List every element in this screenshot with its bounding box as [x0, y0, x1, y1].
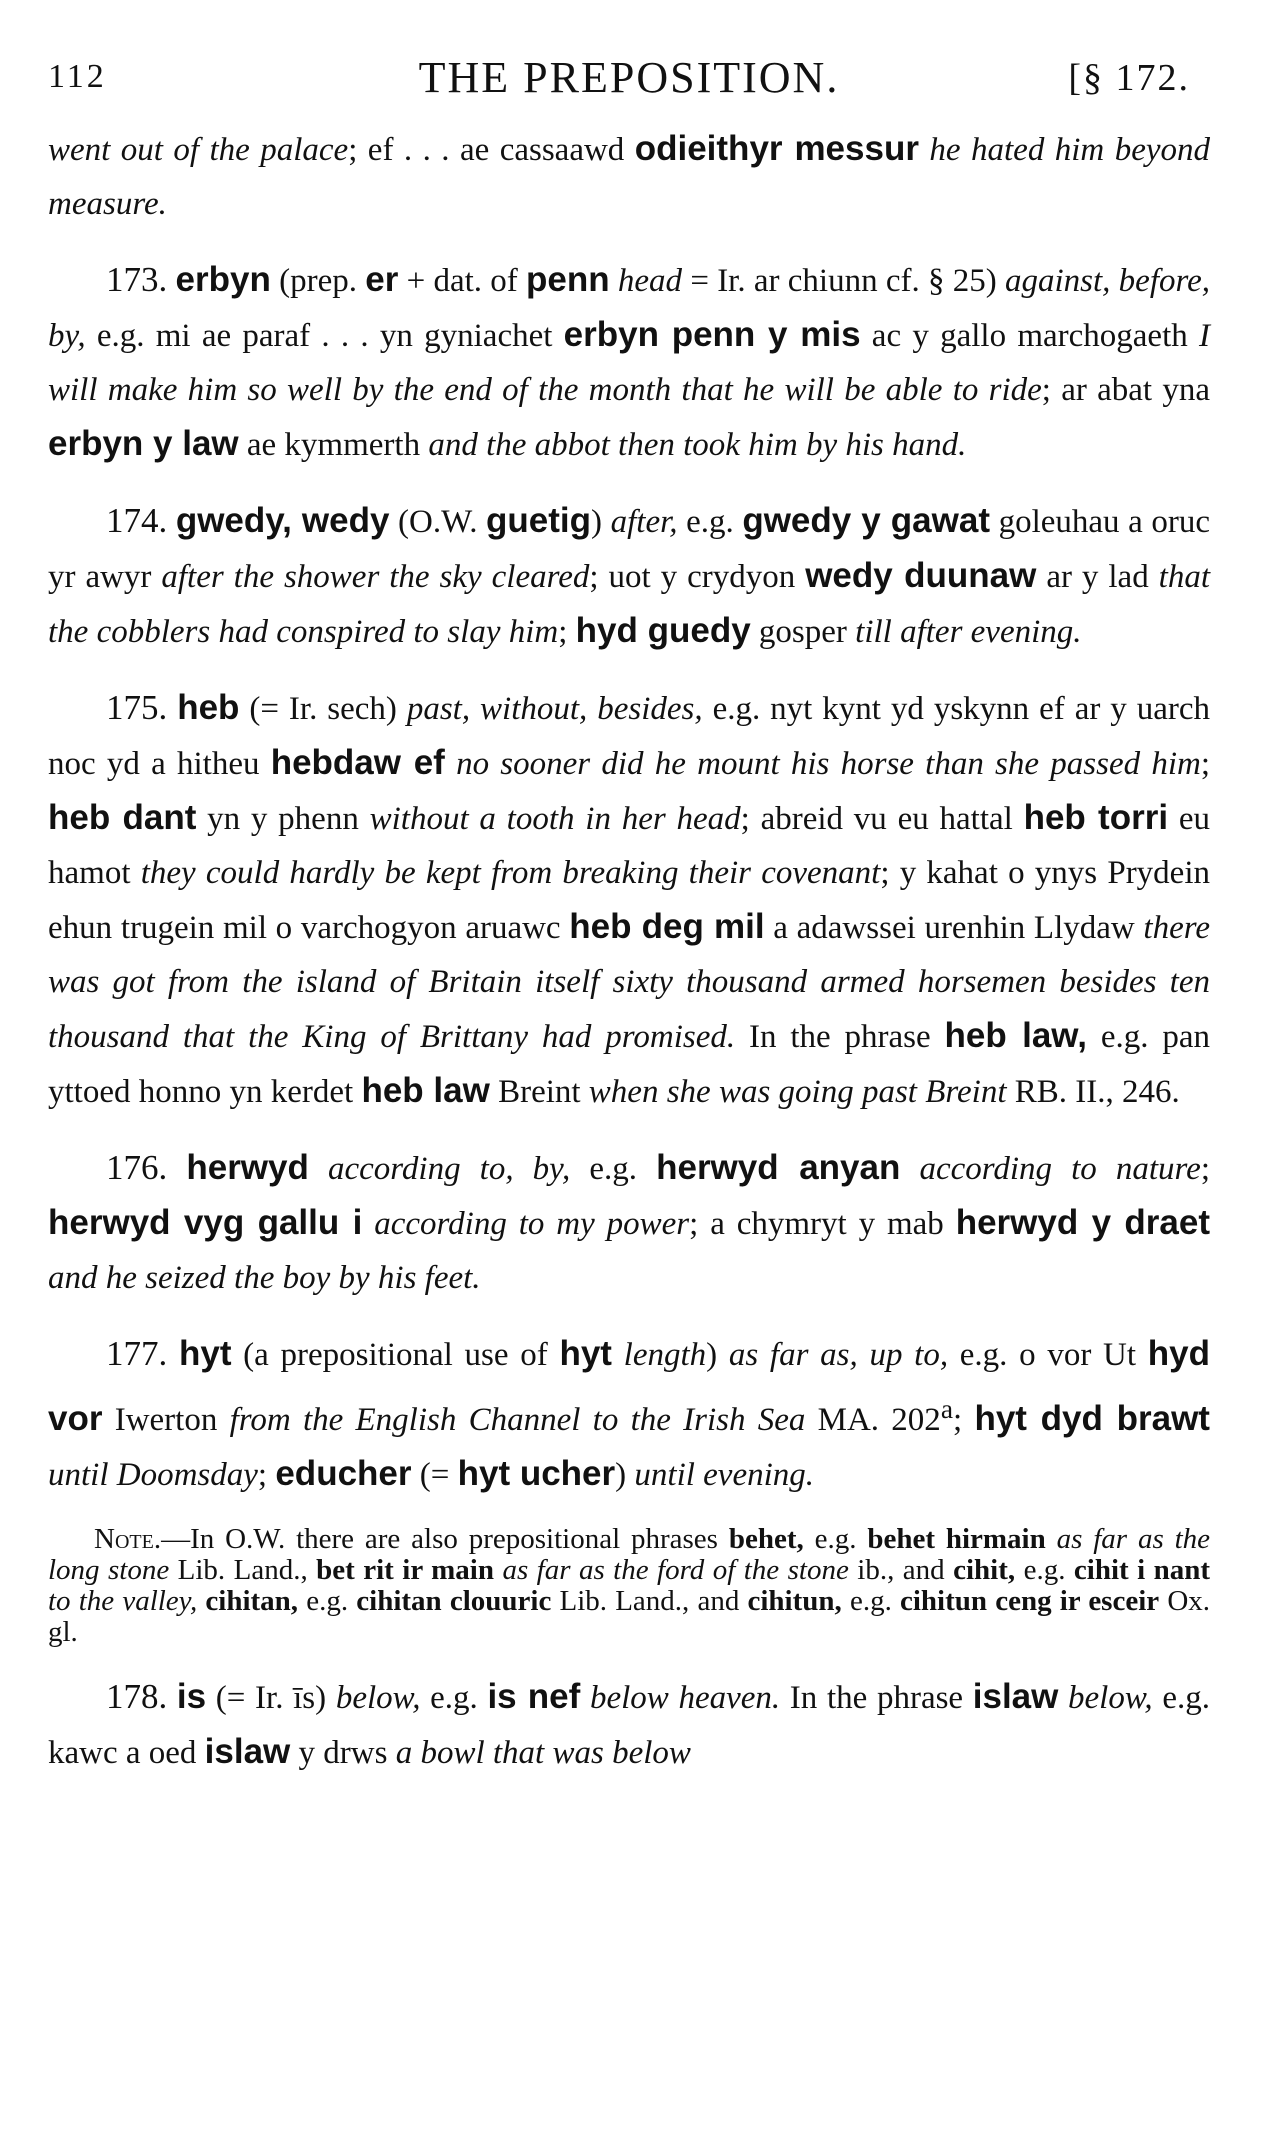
note: Note.—In O.W. there are also prepositional phrases behet, e.g. behet hirmain as far as the long stone Lib. Land., bet rit ir main as far as the ford of the stone ib., and cihit, e.g. cihit i nant to the valley, cihitan, e.g. cihitan clouuric Lib. Land., and cihitun, e.g. cihitun ceng ir esceir Ox. gl.	[48, 1523, 1211, 1648]
page	[48, 52, 1210, 1802]
paragraph-173: 173. erbyn (prep. er + dat. of penn head = Ir. ar chiunn cf. § 25) against, before, by, e.g. mi ae paraf . . . yn gyniachet erbyn penn y mis ac y gallo marchogaeth I will make him so well by the end of the month that he will be able to ride; ar abat yna erbyn y law ae kymmerth and the abbot then took him by his hand.	[48, 260, 1211, 463]
paragraph-178: 178. is (= Ir. īs) below, e.g. is nef below heaven. In the phrase islaw below, e.g. kawc a oed islaw y drws a bowl that was below	[48, 1677, 1210, 1771]
page-number: 112	[48, 58, 107, 95]
running-header	[48, 52, 1210, 122]
body-text	[48, 122, 1210, 1780]
paragraph-174: 174. gwedy, wedy (O.W. guetig) after, e.g. gwedy y gawat goleuhau a oruc yr awyr after the shower the sky cleared; uot y crydyon wedy duunaw ar y lad that the cobblers had conspired to slay him; hyd guedy gosper till after evening.	[48, 501, 1211, 650]
running-title: THE PREPOSITION.	[418, 53, 840, 102]
section-ref: [§ 172.	[1068, 57, 1190, 99]
paragraph-176: 176. herwyd according to, by, e.g. herwyd anyan according to nature; herwyd vyg gallu i according to my power; a chymryt y mab herwyd y draet and he seized the boy by his feet.	[48, 1148, 1210, 1296]
paragraph-177: 177. hyt (a prepositional use of hyt length) as far as, up to, e.g. o vor Ut hyd vor Iwerton from the English Channel to the Irish Sea MA. 202$^a$; hyt dyd brawt until Doomsday; educher (= hyt ucher) until evening.	[48, 1334, 1211, 1493]
paragraph-175: 175. heb (= Ir. sech) past, without, besides, e.g. nyt kynt yd yskynn ef ar y uarch noc yd a hitheu hebdaw ef no sooner did he mount his horse than she passed him; heb dant yn y phenn without a tooth in her head; abreid vu eu hattal heb torri eu hamot they could hardly be kept from breaking their covenant; y kahat o ynys Prydein ehun trugein mil o varchogyon aruawc heb deg mil a adawssei urenhin Llydaw there was got from the island of Britain itself sixty thousand armed horsemen besides ten thousand that the King of Brittany had promised. In the phrase heb law, e.g. pan yttoed honno yn kerdet heb law Breint when she was going past Breint RB. II., 246.	[48, 688, 1211, 1110]
paragraph-continuation: went out of the palace; ef . . . ae cassaawd odieithyr messur he hated him beyond measure.	[48, 129, 1210, 222]
